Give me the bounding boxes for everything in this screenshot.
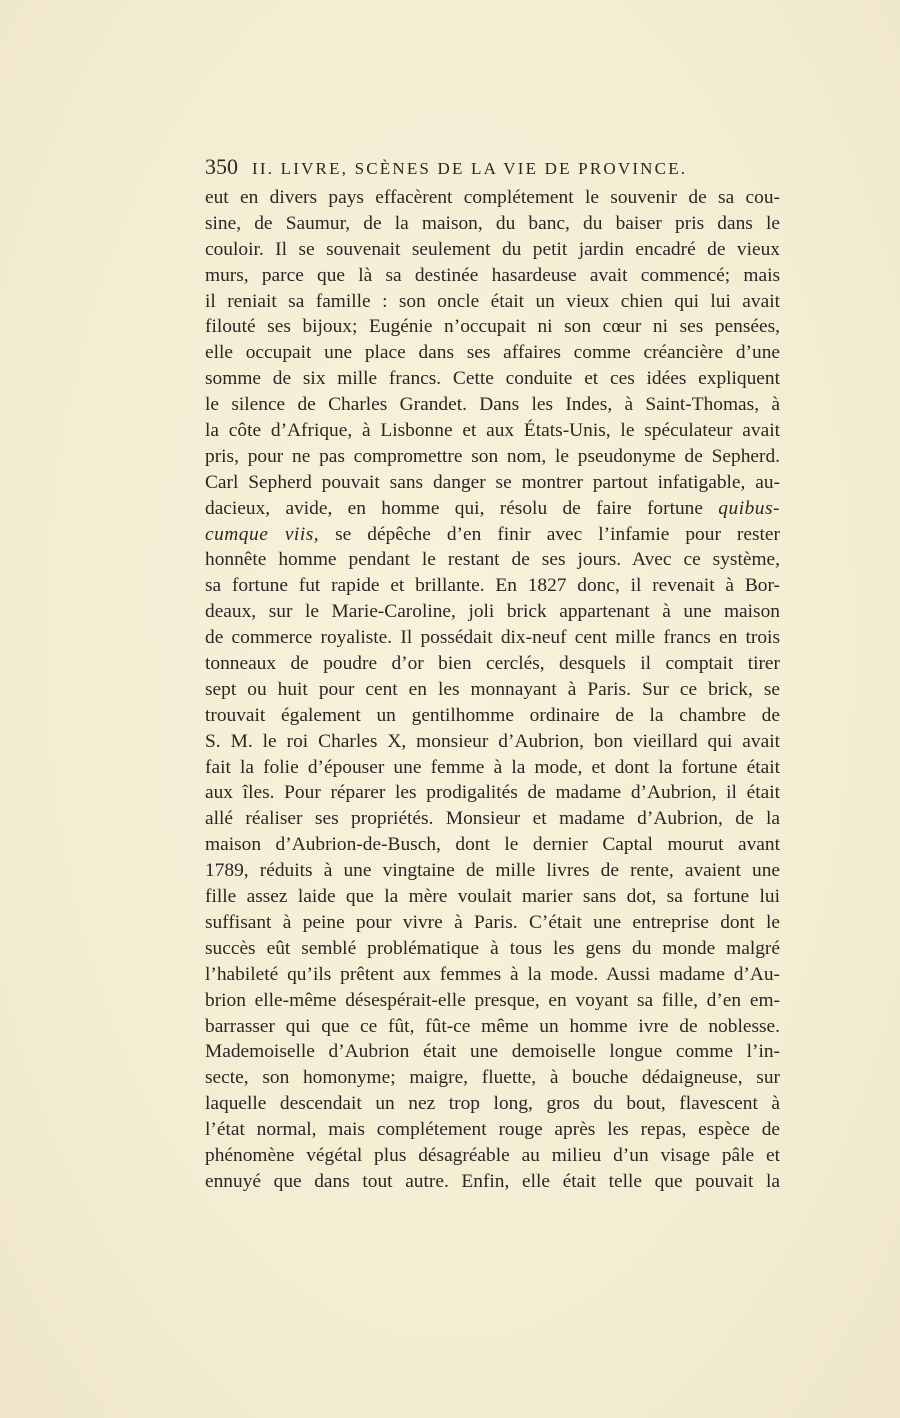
text-line: tonneaux de poudre d’or bien cerclés, desquels il comptait tirer xyxy=(205,653,780,675)
text-line: somme de six mille francs. Cette conduite et ces idées expliquent xyxy=(205,368,780,390)
page-header xyxy=(205,154,785,180)
text-segment: se dépêche d’en finir avec l’infamie pour rester xyxy=(319,523,780,545)
text-line: la côte d’Afrique, à Lisbonne et aux États-Unis, le spéculateur avait xyxy=(205,420,780,442)
text-line-with-italic xyxy=(205,522,780,548)
text-line: fille assez laide que la mère voulait marier sans dot, sa fortune lui xyxy=(205,886,780,908)
italic-latin: quibus- xyxy=(718,497,780,519)
text-line: Mademoiselle d’Aubrion était une demoiselle longue comme l’in- xyxy=(205,1041,780,1063)
text-line: de commerce royaliste. Il possédait dix-neuf cent mille francs en trois xyxy=(205,627,780,649)
text-line: maison d’Aubrion-de-Busch, dont le dernier Captal mourut avant xyxy=(205,834,780,856)
text-line: S. M. le roi Charles X, monsieur d’Aubrion, bon vieillard qui avait xyxy=(205,730,780,752)
text-line: ennuyé que dans tout autre. Enfin, elle était telle que pouvait la xyxy=(205,1170,780,1192)
text-line: murs, parce que là sa destinée hasardeuse avait commencé; mais xyxy=(205,264,780,286)
text-line: honnête homme pendant le restant de ses jours. Avec ce système, xyxy=(205,549,780,571)
text-line: succès eût semblé problématique à tous les gens du monde malgré xyxy=(205,937,780,959)
text-line: deaux, sur le Marie-Caroline, joli brick appartenant à une maison xyxy=(205,601,780,623)
text-line: l’état normal, mais complétement rouge après les repas, espèce de xyxy=(205,1119,780,1141)
body-text xyxy=(205,185,780,1195)
text-line: aux îles. Pour réparer les prodigalités de madame d’Aubrion, il était xyxy=(205,782,780,804)
text-line: fait la folie d’épouser une femme à la mode, et dont la fortune était xyxy=(205,756,780,778)
text-line: il reniait sa famille : son oncle était un vieux chien qui lui avait xyxy=(205,290,780,312)
text-line: secte, son homonyme; maigre, fluette, à bouche dédaigneuse, sur xyxy=(205,1067,780,1089)
text-line-with-italic xyxy=(205,496,780,522)
text-line: filouté ses bijoux; Eugénie n’occupait ni son cœur ni ses pensées, xyxy=(205,316,780,338)
text-line: suffisant à peine pour vivre à Paris. C’était une entreprise dont le xyxy=(205,911,780,933)
text-line: le silence de Charles Grandet. Dans les Indes, à Saint-Thomas, à xyxy=(205,394,780,416)
text-line: eut en divers pays effacèrent complétement le souvenir de sa cou- xyxy=(205,187,780,208)
text-segment: dacieux, avide, en homme qui, résolu de faire fortune xyxy=(205,497,703,519)
text-line: sa fortune fut rapide et brillante. En 1827 donc, il revenait à Bor- xyxy=(205,575,780,597)
page-number: 350 xyxy=(205,154,238,179)
text-line: pris, pour ne pas compromettre son nom, le pseudonyme de Sepherd. xyxy=(205,445,780,467)
text-line: sept ou huit pour cent en les monnayant à Paris. Sur ce brick, se xyxy=(205,678,780,700)
text-line: couloir. Il se souvenait seulement du petit jardin encadré de vieux xyxy=(205,238,780,260)
text-line: elle occupait une place dans ses affaires comme créancière d’une xyxy=(205,342,780,364)
text-line: brion elle-même désespérait-elle presque, en voyant sa fille, d’en em- xyxy=(205,989,780,1011)
text-line: trouvait également un gentilhomme ordinaire de la chambre de xyxy=(205,704,780,726)
text-line: 1789, réduits à une vingtaine de mille livres de rente, avaient une xyxy=(205,860,780,882)
text-line: barrasser qui que ce fût, fût-ce même un homme ivre de noblesse. xyxy=(205,1015,780,1037)
text-line: Carl Sepherd pouvait sans danger se montrer partout infatigable, au- xyxy=(205,471,780,493)
italic-latin: cumque viis, xyxy=(205,523,320,545)
text-line: laquelle descendait un nez trop long, gros du bout, flavescent à xyxy=(205,1093,780,1115)
text-line: l’habileté qu’ils prêtent aux femmes à la mode. Aussi madame d’Au- xyxy=(205,963,780,985)
running-head: II. LIVRE, SCÈNES DE LA VIE DE PROVINCE. xyxy=(252,159,688,178)
text-line: allé réaliser ses propriétés. Monsieur et madame d’Aubrion, de la xyxy=(205,808,780,830)
text-line: phénomène végétal plus désagréable au milieu d’un visage pâle et xyxy=(205,1144,780,1166)
text-line: sine, de Saumur, de la maison, du banc, du baiser pris dans le xyxy=(205,212,780,234)
